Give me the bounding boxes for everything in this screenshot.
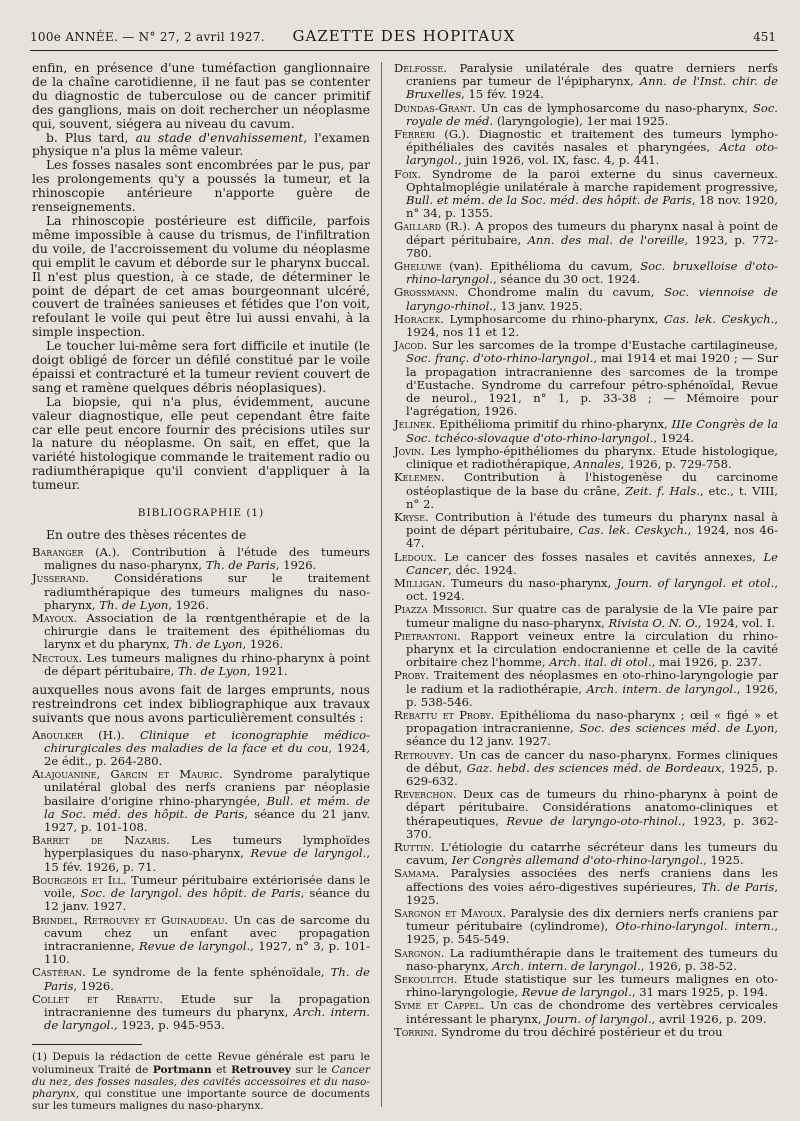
entry-text: . Rapport veineux entre la circulation du rhino-pharynx et la circulation endocranienne et celle de la cavité orbitaire chez l'homme, [406,628,778,670]
footnote: (1) Depuis la rédaction de cette Revue générale est paru le volumineux Traité de Portmann et Retrouvey sur le Cancer du nez, des fosses nasales, des cavités accessoires et du naso-pharynx, qui constitue une importante source de documents sur les tumeurs malignes du naso-pharynx. [32,1051,371,1113]
entry-details: , 31 mars 1925, p. 194. [631,985,769,1000]
entry-author: Jusserand [32,571,86,586]
paragraph-4: La rhinoscopie postérieure est difficile, parfois même impossible à cause du trismus, de l'infiltration du voile, de l'accroissement du volume du néoplasme qui emplit le cavum et déborde sur le pharynx buccal. Il n'est plus question, à ce stade, de déterminer le point de départ de cet amas bourgeonnant ulcéré, couvert de traînées sanieuses et fétides que l'on voit, refoulant le voile qui peut être lui aussi envahi, à la simple inspection. [32,213,370,340]
entry-source: Le Cancer [406,549,778,577]
entry-author: Kryse [394,509,426,524]
entry-author: Reverchon [394,787,453,802]
bibliography-mid-text: auxquelles nous avons fait de larges emprunts, nous restreindrons cet index bibliographique aux travaux suivants que nous avons particulièrement consultés : [32,682,370,725]
bibliography-entry [394,445,778,471]
entry-details: , 1921. [246,663,288,678]
entry-source: Revue de laryngol. [139,938,251,953]
entry-source: Arch. ital. di otol. [549,655,652,670]
entry-text: (R.). A propos des tumeurs du pharynx nasal à point de départ péritubaire, [406,219,778,247]
entry-text: . Lymphosarcome du rhino-pharynx, [440,311,664,326]
entry-details: , 18 nov. 1920, n° 34, p. 1355. [406,193,778,221]
entry-details: , juin 1926, vol. IX, fasc. 4, p. 441. [457,153,660,168]
bibliography-entry [394,128,778,168]
bibliography-entry [394,220,778,260]
entry-author: Rebattu et Proby [394,707,491,722]
entry-details: , 1923, p. 362-370. [406,813,778,841]
entry-details: , 15 fév. 1926, p. 71. [44,846,370,874]
entry-details: , 1926, p. 38-52. [640,958,737,973]
entry-details: , etc., t. VIII, n° 2. [406,483,778,511]
entry-author: Collet et Rebattu [32,991,160,1006]
entry-source: Soc. royale de méd. [406,100,778,128]
entry-author: Jelinek [394,417,432,432]
entry-details: , 1925. [703,853,744,868]
entry-details: , 1923, p. 772-780. [406,232,779,260]
bibliography-continued [394,62,778,1039]
running-header [30,14,778,51]
journal-title: GAZETTE DES HOPITAUX [292,27,516,45]
bibliography-entry [394,973,778,999]
entry-details: , 1924, nos 11 et 12. [406,311,778,340]
bibliography-entry [32,546,370,572]
entry-source: Bull. et mém. de la Soc. méd. des hôpit. de Paris [406,193,692,208]
entry-author: Syme et Cappel [394,998,481,1013]
entry-details: , 1926. [168,597,209,612]
entry-source: Soc. franç. d'oto-rhino-laryngol. [406,351,594,366]
bibliography-heading: BIBLIOGRAPHIE (1) [137,507,265,520]
entry-text: (van). Epithélioma du cavum, [441,259,641,274]
entry-source: Cas. lek. Ceskych. [578,523,688,538]
entry-details: , déc. 1924. [448,562,517,577]
bibliography-entry [394,62,778,102]
entry-details: , 1926. [73,978,114,993]
bibliography-entry [394,669,778,709]
entry-author: Samama [394,866,436,881]
paragraph-6: La biopsie, qui n'a plus, évidemment, aucune valeur diagnostique, elle peut cependant être faite car elle peut encore fournir des précisions utiles sur la nature du néoplasme. On sait, en effet, que la variété histologique commande le traitement radio ou radiumthérapique qu'il convient d'appliquer à la tumeur. [32,394,370,493]
bibliography-entry [32,874,370,914]
bibliography-entry [32,914,370,967]
entry-author: Baranger [32,544,84,559]
entry-source: Journ. of laryngol. et otol. [616,575,775,590]
entry-text: . Etude statistique sur les tumeurs malignes en oto-rhino-laryngologie, [406,972,778,1000]
footnote-rule [32,1044,142,1045]
entry-author: Delfosse [394,61,444,75]
entry-details: , 13 janv. 1925. [493,298,583,313]
entry-text: . Syndrome du trou déchiré postérieur et du trou [433,1024,723,1039]
entry-author: Proby [394,668,426,683]
bibliography-entry [394,168,778,221]
entry-source: Revue de laryngol. [250,846,367,861]
entry-author: Jacod [394,338,424,353]
entry-author: Dundas-Grant [394,100,473,115]
entry-author: Aboulker [32,727,83,742]
entry-text: . Les tumeurs lymphoïdes hyperplasiques du naso-pharynx, [44,833,370,861]
entry-details: , 1926, p. 729-758. [620,457,732,472]
entry-author: Sargnon et Mayoux [394,906,503,920]
entry-details: , 1924, 2e édit., p. 264-280. [44,740,371,769]
bibliography-entry [394,313,778,339]
entry-source: Revue de laryngol. [521,985,632,1000]
entry-author: Gheluwe [394,259,442,274]
entry-details: , séance du 12 janv. 1927. [44,886,370,914]
entry-source: Arch. intern. de laryngol. [492,958,641,973]
entry-text: . Paralysie des dix derniers nerfs craniens par tumeur péritubaire (cylindrome), [406,906,778,934]
bibliography-entry [394,102,778,128]
bibliography-intro: En outre des thèses récentes de [46,528,247,542]
entry-source: IIIe Congrès de la Soc. tchéco-slovaque d'oto-rhino-laryngol. [406,417,779,445]
entry-text: . Contribution à l'histogenèse du carcinome ostéoplastique de la base du crâne, [406,470,778,498]
entry-source: Gaz. hebd. des sciences méd. de Bordeaux [466,760,722,775]
entry-text: . Sur les sarcomes de la trompe d'Eustache cartilagineuse, [423,338,778,353]
entry-source: Th. de Lyon [99,597,169,612]
entry-text: . Paralysies associées des nerfs craniens dans les affections des voies aéro-digestives supérieures, [406,866,778,894]
entry-text: . Un cas de chondrome des vertèbres cervicales intéressant le pharynx, [406,998,778,1026]
bibliography-entry [394,260,778,286]
entry-details: , 1923, p. 945-953. [113,1018,225,1033]
entry-text: . Syndrome de la paroi externe du sinus caverneux. Ophtalmoplégie unilatérale à marche rapidement progressive, [406,166,778,194]
entry-text: . Association de la rœntgenthérapie et de la chirurgie dans le traitement des épithéliomas du larynx et du pharynx, [44,610,370,652]
entry-author: Alajouanine, Garcin et Mauric [32,767,219,782]
entry-source: Annales [573,457,621,472]
entry-details: (laryngologie), 1er mai 1925. [493,113,669,128]
entry-author: Barret de Nazaris [32,833,167,848]
paragraph-5: Le toucher lui-même sera fort difficile et inutile (le doigt obligé de forcer un défilé constitué par le voile épaissi et contracturé et la tumeur revient couvert de sang et ramène quelques débris néoplasiques). [32,339,370,395]
entry-details: , avril 1926, p. 209. [651,1011,767,1026]
entry-details: , 1927, n° 3, p. 101-110. [44,938,370,967]
entry-details: , 1926, p. 538-546. [406,681,779,709]
entry-text: . Tumeurs du naso-pharynx, [442,575,617,590]
entry-source: Acta oto-laryngol. [406,140,778,168]
bibliography-entry [32,612,370,652]
entry-author: Ferreri [394,127,435,142]
bibliography-entry [32,729,370,769]
entry-text: . Contribution à l'étude des tumeurs du pharynx nasal à point de départ péritubaire, [406,509,778,538]
entry-details: , mai 1914 et mai 1920 ; — Sur la propagation intracranienne des sarcomes de la trompe d'Eustache. Syndrome du carrefour pétro-sphénoïdal, Revue de neurol., 1921, n° 1, p. 33-38 ; — Mémoire pour l'agrégation, 1926. [406,351,778,419]
entry-author: Piazza Missorici [394,602,484,617]
left-column [32,62,370,1112]
entry-author: Ruttin [394,839,431,854]
entry-text: (A.). Contribution à l'étude des tumeurs malignes du naso-pharynx, [44,544,370,573]
entry-text: . Deux cas de tumeurs du rhino-pharynx à point de départ péritubaire. Considérations anatomo-cliniques et thérapeutiques, [406,787,778,828]
entry-source: Revue de laryngo-oto-rhinol. [506,813,682,828]
entry-source: Soc. bruxelloise d'oto-rhino-laryngol. [406,259,778,287]
entry-author: Mayoux [32,610,74,625]
entry-text: . Epithélioma primitif du rhino-pharynx, [431,417,672,432]
bibliography-entry [394,471,778,511]
entry-details: , 1924, nos 46-47. [406,523,778,551]
bibliography-entry [32,652,370,678]
bibliography-works [32,729,370,1033]
page-number: 451 [753,30,776,44]
entry-text: . Syndrome paralytique unilatéral global des nerfs craniens par néoplasie basilaire d'origine rhino-pharyngée, [44,767,370,808]
entry-text: . Le cancer des fosses nasales et cavités annexes, [432,549,764,564]
entry-source: Soc. viennoise de laryngo-rhinol. [406,285,778,313]
entry-text: (H.). [82,727,141,742]
entry-details: , séance du 30 oct. 1924. [493,272,641,287]
entry-author: Brindel, Retrouvey et Guinaudeau [32,912,225,927]
entry-text: . La radiumthérapie dans le traitement des tumeurs du naso-pharynx, [406,945,778,973]
entry-author: Sargnon [394,945,441,960]
entry-text: . Epithélioma du naso-pharynx ; œil « figé » et propagation intracranienne, [406,707,778,736]
entry-text: . Sur quatre cas de paralysie de la VIe paire par tumeur maligne du naso-pharynx, [406,602,779,630]
bibliography-entry [394,947,778,973]
entry-text: . Un cas de cancer du naso-pharynx. Formes cliniques de début, [406,747,778,775]
column-divider [381,62,382,1107]
entry-author: Retrouvey [394,747,451,762]
entry-text: . Considérations sur le traitement radiumthérapique des tumeurs malignes du naso-pharynx, [44,571,370,612]
entry-source: Soc. des sciences méd. de Lyon [579,721,775,736]
bibliography-entry [394,551,778,577]
entry-author: Milligan [394,575,442,590]
bibliography-entry [394,511,778,551]
entry-text: . Traitement des néoplasmes en oto-rhino-laryngologie par le radium et la radiothérapie, [406,668,778,696]
entry-details: , 1924, vol. I. [697,615,776,630]
entry-source: Cas. lek. Ceskych. [663,311,775,326]
entry-details: , 15 fév. 1924. [461,87,544,102]
entry-source: Journ. of laryngol. [545,1011,652,1026]
entry-source: Th. de Paris [44,965,370,993]
entry-author: Horacek [394,311,441,326]
entry-text: . Les tumeurs malignes du rhino-pharynx à point de départ péritubaire, [44,650,370,678]
bibliography-entry [394,630,778,670]
entry-author: Jovin [394,443,422,458]
bibliography-entry [32,993,370,1033]
paragraph-2: b. Plus tard, au stade d'envahissement, l'examen physique n'a plus la même valeur. [32,130,370,159]
entry-details: , oct. 1924. [406,575,779,604]
bibliography-entry [32,966,370,992]
entry-source: Th. de Lyon [173,637,243,652]
entry-author: Foix [394,166,418,181]
entry-author: Ledoux [394,549,433,564]
entry-details: , séance du 12 janv. 1927. [406,721,778,749]
entry-details: , mai 1926, p. 237. [651,655,762,670]
entry-author: Nectoux [32,650,79,665]
bibliography-entry [394,418,778,444]
entry-author: Pietrantoni [394,628,457,643]
entry-details: , 1925. [406,879,779,907]
bibliography-entry [394,286,778,312]
entry-source: Ann. des mal. de l'oreille [527,232,685,247]
entry-author: Gaillard [394,219,442,234]
entry-text: . Un cas de sarcome du cavum chez un enfant avec propagation intracranienne, [44,912,370,953]
entry-details: , 1926. [275,558,317,573]
bibliography-entry [394,339,778,418]
entry-source: Oto-rhino-laryngol. intern. [615,919,775,934]
paragraph-1: enfin, en présence d'une tuméfaction ganglionnaire de la chaîne carotidienne, il ne faut pas se contenter du diagnostic de tuberculose ou de cancer primitif des ganglions, mais on doit rechercher un néoplasme qui, souvent, siégera au niveau du cavum. [32,61,370,131]
bibliography-entry [394,788,778,841]
entry-text: (G.). Diagnostic et traitement des tumeurs lympho-épithéliales des cavités nasales et pharyngées, [406,127,778,155]
bibliography-entry [32,768,370,834]
entry-source: Arch. intern. de laryngol. [44,1004,370,1033]
bibliography-entry [394,999,778,1025]
entry-text: . Le syndrome de la fente sphénoïdale, [82,965,331,980]
bibliography-theses [32,546,370,678]
bibliography-entry [394,603,778,629]
entry-author: Kelemen [394,470,441,485]
entry-author: Castéran [32,965,83,980]
entry-text: . Chondrome malin du cavum, [454,285,665,300]
entry-source: Rivista O. N. O. [608,615,698,630]
right-column [394,62,778,1039]
entry-text: . Paralysie unilatérale des quatre derniers nerfs craniens par tumeur de l'épipharynx, [406,61,778,89]
entry-details: , 1924. [653,430,694,445]
paragraph-3: Les fosses nasales sont encombrées par le pus, par les prolongements qu'y a poussés la tumeur, et la rhinoscopie antérieure n'apporte guère de renseignements. [32,158,370,215]
entry-details: , séance du 21 janv. 1927, p. 101-108. [44,806,371,835]
entry-source: Th. de Lyon [177,663,247,678]
entry-text: . Tumeur péritubaire extériorisée dans le voile, [44,872,370,901]
entry-source: Bull. et mém. de la Soc. méd. des hôpit. de Paris [44,793,370,821]
bibliography-entry [394,709,778,749]
entry-source: Clinique et iconographie médico-chirurgicales des maladies de la face et du cou [44,727,371,755]
entry-source: Ier Congrès allemand d'oto-rhino-laryngol. [451,853,704,868]
bibliography-entry [394,841,778,867]
bibliography-entry [394,749,778,789]
entry-source: Ann. de l'Inst. chir. de Bruxelles [406,74,778,102]
entry-details: , 1925, p. 545-549. [406,919,778,947]
entry-source: Zeit. f. Hals. [625,483,700,498]
bibliography-entry [394,577,778,603]
entry-author: Sekoulitch [394,972,454,987]
entry-source: Soc. de laryngol. des hôpit. de Paris [80,886,301,901]
entry-details: , 1925, p. 629-632. [406,760,778,788]
bibliography-entry [394,907,778,947]
entry-text: . Les lympho-épithéliomes du pharynx. Etude histologique, clinique et radiothérapique, [406,443,778,472]
entry-details: , 1926. [242,637,284,652]
entry-text: . L'étiologie du catarrhe sécréteur dans les tumeurs du cavum, [406,839,778,868]
entry-text: . Etude sur la propagation intracranienne des tumeurs du pharynx, [44,991,370,1019]
entry-source: Arch. intern. de laryngol. [586,681,737,696]
entry-source: Th. de Paris [205,558,276,573]
issue-info: 100e ANNÉE. — N° 27, 2 avril 1927. [30,30,265,44]
entry-author: Bourgeois et Ill [32,872,123,887]
bibliography-entry [32,834,370,874]
bibliography-entry [32,572,370,612]
entry-author: Torrini [394,1024,434,1039]
bibliography-entry [394,1026,778,1039]
entry-text: . Un cas de lymphosarcome du naso-pharynx, [472,100,753,115]
entry-source: Th. de Paris [701,879,775,894]
bibliography-entry [394,867,778,907]
entry-author: Grossmann [394,285,455,300]
